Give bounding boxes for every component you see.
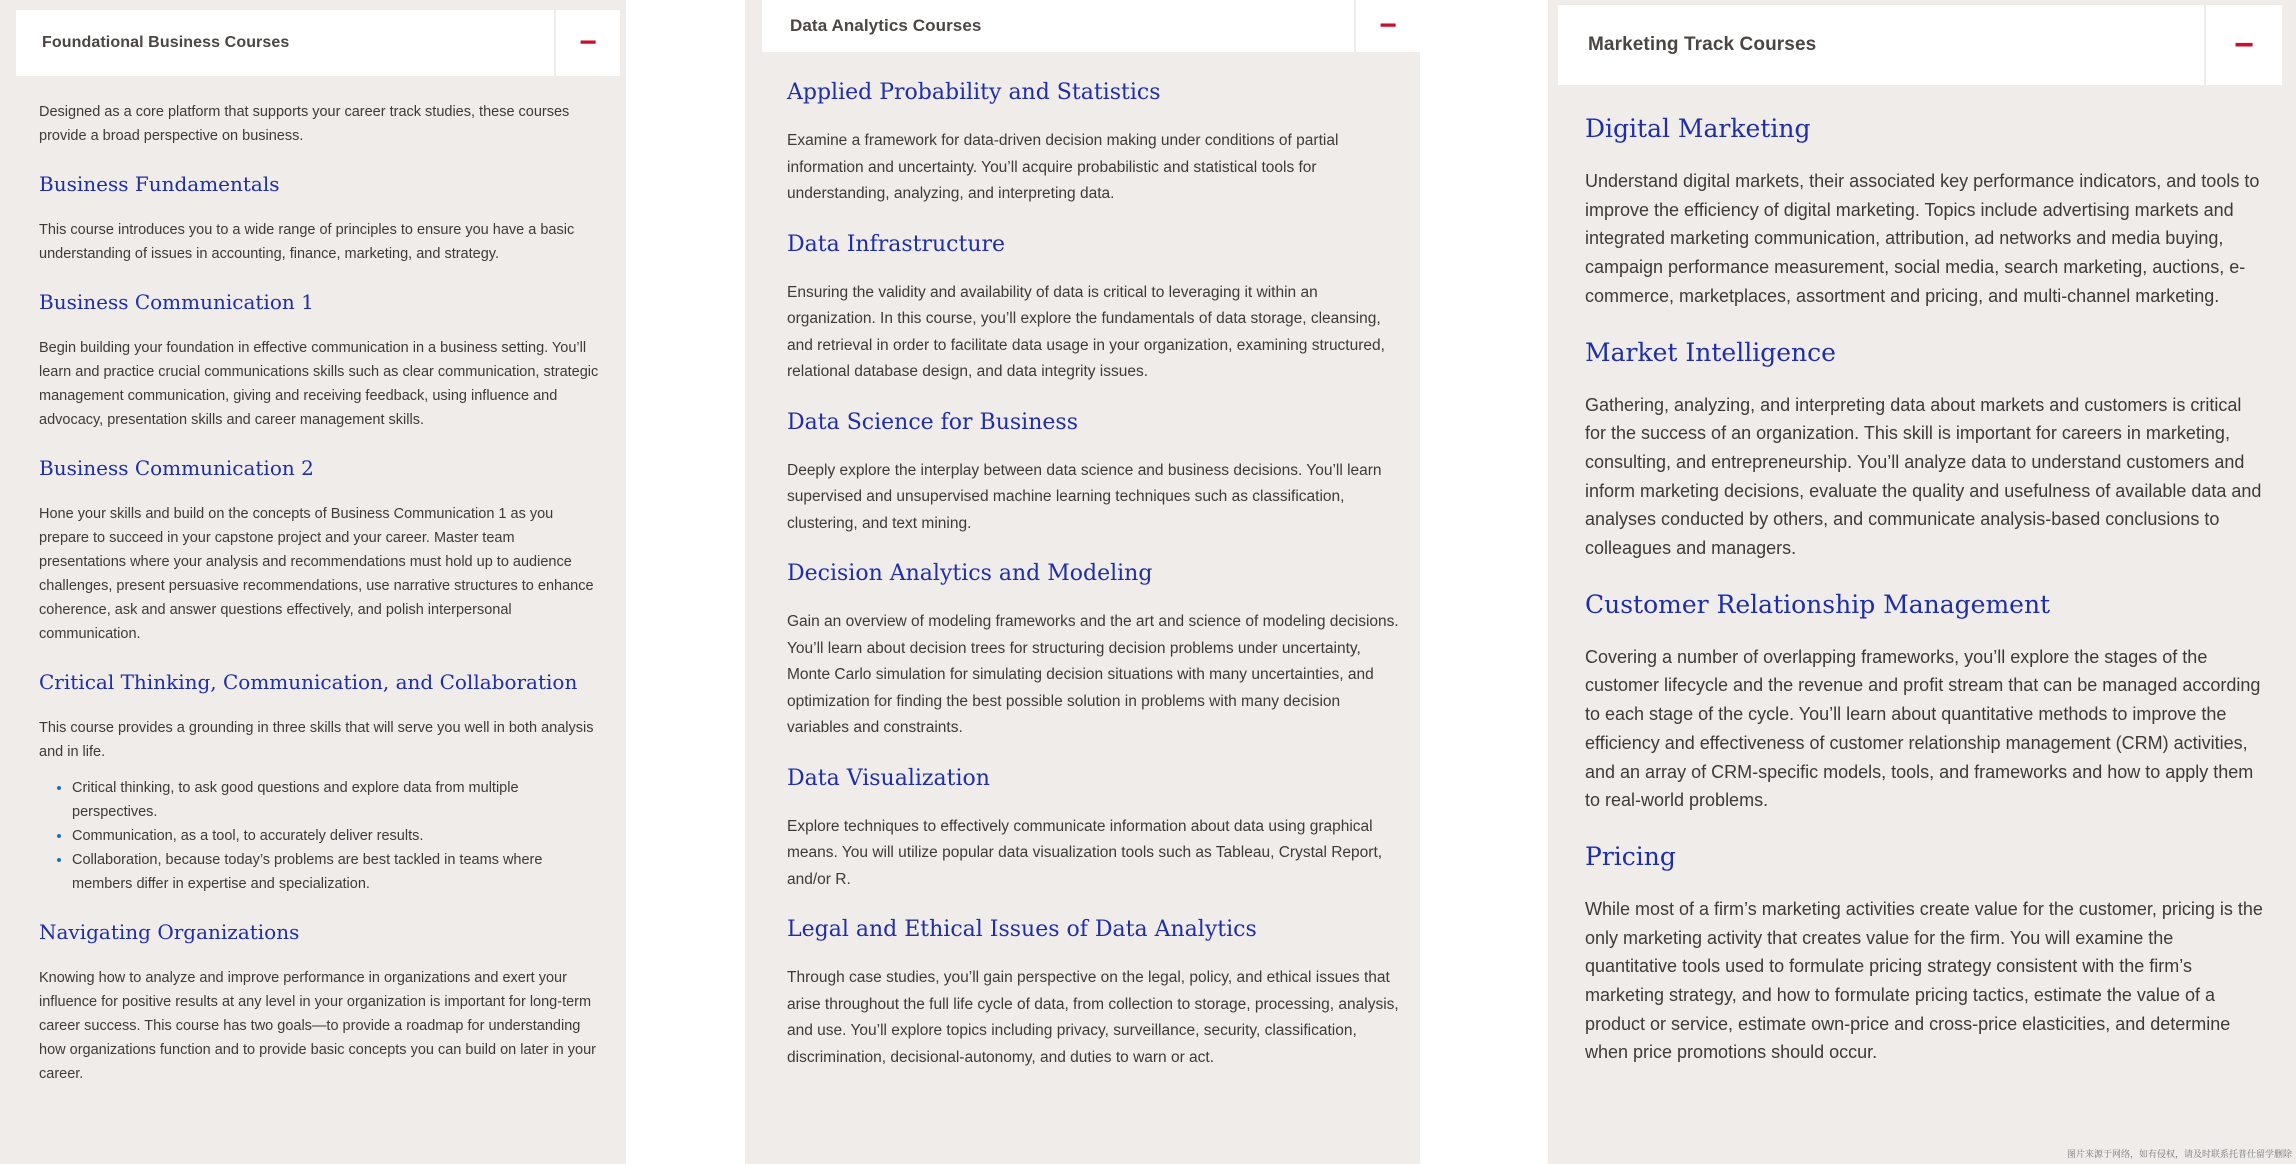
watermark-text: 图片来源于网络，如有侵权，请及时联系托普仕留学删除 <box>2066 1149 2292 1159</box>
course-title: Applied Probability and Statistics <box>787 80 1161 105</box>
course-item <box>787 230 1399 386</box>
course-description: Knowing how to analyze and improve performance in organizations and exert your influence for positive results at any level in your organization is important for long-term career success. This course has two goals—to provide a roadmap for understanding how organizations function and to provide basic concepts you can build on later in your career. <box>39 970 596 1082</box>
course-description: Ensuring the validity and availability of data is critical to leveraging it within an organization. In this course, you’ll explore the fundamentals of data storage, cleansing, and retrieval in order to facilitate data usage in your organization, examining structured, relational database design, and data integrity issues. <box>787 283 1385 380</box>
accordion-content <box>1585 112 2265 1067</box>
course-title: Business Communication 2 <box>39 456 314 480</box>
course-item <box>39 918 599 1086</box>
course-description: Begin building your foundation in effective communication in a business setting. You’ll learn and practice crucial communications skills such as clear communication, strategic management communication, giving and receiving feedback, using influence and advocacy, presentation skills and career management skills. <box>39 340 599 428</box>
course-description: Deeply explore the interplay between data science and business decisions. You’ll learn supervised and unsupervised machine learning techniques such as classification, clustering, and text mining. <box>787 461 1382 532</box>
course-title: Data Visualization <box>787 765 990 791</box>
list-item: • Collaboration, because today’s problems are best tackled in teams where members differ in expertise and specialization. <box>72 848 599 896</box>
collapse-toggle-icon[interactable]: − <box>554 10 620 76</box>
course-item <box>39 288 599 432</box>
accordion-content <box>787 78 1399 1071</box>
accordion-title[interactable]: Foundational Business Courses <box>42 34 290 51</box>
course-title: Legal and Ethical Issues of Data Analytics <box>787 917 1257 942</box>
course-description: Covering a number of overlapping frameworks, you’ll explore the stages of the customer lifecycle and the revenue and profit stream that can be managed according to each stage of the cycle. You’ll learn about quantitative methods to improve the efficiency and effectiveness of customer relationship management (CRM) activities, and an array of CRM-specific models, tools, and frameworks and how to apply them to real-world problems. <box>1585 646 2261 811</box>
course-item <box>787 408 1399 538</box>
course-description: Gathering, analyzing, and interpreting data about markets and customers is critical for the success of an organization. This skill is important for careers in marketing, consulting, and entrepreneurship. You’ll analyze data to understand customers and inform marketing decisions, evaluate the quality and usefulness of available data and analyses conducted by others, and communicate analysis-based conclusions to colleagues and managers. <box>1585 394 2262 559</box>
course-title: Data Science for Business <box>787 409 1078 435</box>
course-item <box>787 764 1399 894</box>
course-item <box>1585 336 2265 563</box>
list-item: • Communication, as a tool, to accurately deliver results. <box>72 824 599 848</box>
accordion-header[interactable] <box>1558 5 2282 85</box>
course-description: This course introduces you to a wide range of principles to ensure you have a basic understanding of issues in accounting, finance, marketing, and strategy. <box>39 222 575 262</box>
course-description: Examine a framework for data-driven decision making under conditions of partial information and uncertainty. You’ll acquire probabilistic and statistical tools for understanding, analyzing, and interpreting data. <box>787 132 1339 202</box>
course-description: Hone your skills and build on the concepts of Business Communication 1 as you prepare to succeed in your capstone project and your career. Master team presentations where your analysis and recommendations must hold up to audience challenges, present persuasive recommendations, use narrative structures to enhance coherence, ask and answer questions effectively, and polish interpersonal communication. <box>39 506 594 642</box>
skills-list <box>39 776 599 896</box>
accordion-title[interactable]: Data Analytics Courses <box>790 16 982 35</box>
course-title: Navigating Organizations <box>39 920 300 944</box>
course-item <box>1585 588 2265 815</box>
course-description: Explore techniques to effectively communicate information about data using graphical means. You will utilize popular data visualization tools such as Tableau, Crystal Report, and/or R. <box>787 817 1383 888</box>
accordion-header[interactable] <box>16 10 620 76</box>
course-item <box>39 668 599 896</box>
course-item <box>787 78 1399 208</box>
course-title: Digital Marketing <box>1585 114 1811 143</box>
course-description: While most of a firm’s marketing activities create value for the customer, pricing is the only marketing activity that creates value for the firm. You will examine the quantitative tools used to formulate pricing strategy consistent with the firm’s marketing strategy, and how to formulate pricing tactics, estimate the value of a product or service, estimate own-price and cross-price elasticities, and determine when price promotions should occur. <box>1585 898 2263 1063</box>
course-item <box>1585 112 2265 311</box>
list-item: • Critical thinking, to ask good questions and explore data from multiple perspectives. <box>72 776 599 824</box>
course-description: Understand digital markets, their associated key performance indicators, and tools to improve the efficiency of digital marketing. Topics include advertising markets and integrated marketing communication, attribution, ad networks and media buying, campaign performance measurement, social media, search marketing, auctions, e-commerce, marketplaces, assortment and pricing, and multi-channel marketing. <box>1585 171 2260 306</box>
course-description: Gain an overview of modeling frameworks and the art and science of modeling decisions. You’ll learn about decision trees for structuring decision problems under uncertainty, Monte Carlo simulation for simulating decision situations with many uncertainties, and optimization for finding the best possible solution in problems with many decision variables and constraints. <box>787 613 1399 736</box>
course-title: Business Communication 1 <box>39 290 314 314</box>
marketing-track-courses-panel <box>1548 0 2296 1164</box>
accordion-content <box>39 100 599 1086</box>
course-description: This course provides a grounding in three skills that will serve you well in both analysis and in life. <box>39 720 594 760</box>
course-title: Customer Relationship Management <box>1585 589 2051 619</box>
course-title: Market Intelligence <box>1585 337 1836 367</box>
collapse-toggle-icon[interactable]: − <box>2204 5 2282 85</box>
course-title: Decision Analytics and Modeling <box>787 561 1153 586</box>
course-item <box>39 170 599 266</box>
course-item <box>1585 840 2265 1067</box>
accordion-title[interactable]: Marketing Track Courses <box>1588 34 1817 55</box>
course-description: Through case studies, you’ll gain perspective on the legal, policy, and ethical issues that arise throughout the full life cycle of data, from collection to storage, processing, analysis, and use. You’ll explore topics including privacy, surveillance, security, classification, discrimination, decisional-autonomy, and duties to warn or act. <box>787 969 1399 1066</box>
course-item <box>39 454 599 646</box>
course-item <box>787 559 1399 742</box>
data-analytics-courses-panel <box>745 0 1420 1164</box>
course-title: Data Infrastructure <box>787 231 1006 257</box>
course-title: Critical Thinking, Communication, and Collaboration <box>39 670 578 694</box>
course-item <box>787 915 1399 1071</box>
foundational-courses-panel <box>0 0 626 1164</box>
accordion-header[interactable] <box>762 0 1420 52</box>
course-title: Business Fundamentals <box>39 172 280 196</box>
panel-intro: Designed as a core platform that supports your career track studies, these courses provide a broad perspective on business. <box>39 104 570 144</box>
course-title: Pricing <box>1585 841 1676 871</box>
collapse-toggle-icon[interactable]: − <box>1354 0 1420 52</box>
